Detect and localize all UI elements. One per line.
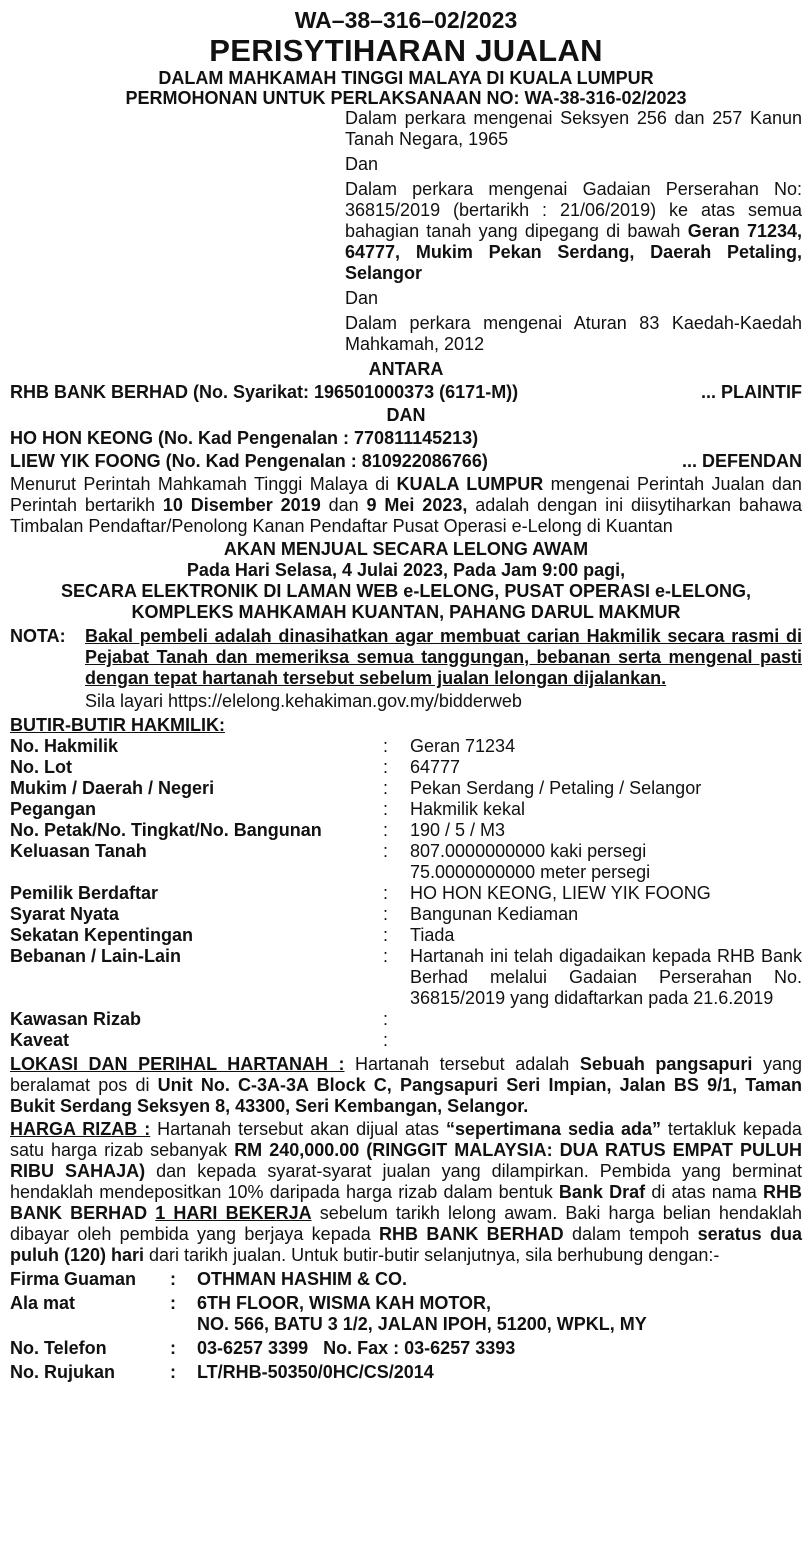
intro-text-2: mengenai Perintah Jualan dan Perintah bertarikh (10, 474, 802, 515)
detail-value-line: Geran 71234 (410, 736, 516, 756)
auction-line-3: SECARA ELEKTRONIK DI LAMAN WEB e-LELONG, PUSAT OPERASI e-LELONG, (60, 581, 752, 601)
defendant-row-2 (10, 451, 802, 472)
address-label: Ala mat (10, 1293, 76, 1313)
title-detail-row (10, 799, 802, 820)
reserve-price-amount: RM 240,000.00 (RINGGIT MALAYSIA: DUA RATUS EMPAT PULUH RIBU SAHAJA) (10, 1140, 802, 1181)
detail-value (410, 757, 802, 778)
balance-payee-bank: RHB BANK BERHAD (379, 1224, 564, 1244)
detail-label: Sekatan Kepentingan (10, 925, 194, 945)
firm-label: Firma Guaman (10, 1269, 137, 1289)
intro-text-1: Menurut Perintah Mahkamah Tinggi Malaya di (10, 474, 390, 494)
detail-colon: : (383, 904, 389, 924)
defendant-1-name: HO HON KEONG (No. Kad Pengenalan : 770811145213) (10, 428, 479, 448)
property-type: Sebuah pangsapuri (579, 1054, 753, 1074)
firm-colon: : (170, 1269, 176, 1289)
location-text-1: Hartanah tersebut adalah (355, 1054, 570, 1074)
address-line-1: 6TH FLOOR, WISMA KAH MOTOR, (197, 1293, 491, 1313)
detail-colon: : (383, 883, 389, 903)
as-is-clause: “sepertimana sedia ada” (446, 1119, 661, 1139)
fax-number: 03-6257 3393 (404, 1338, 516, 1358)
matter-and-1: Dan (345, 154, 379, 174)
bidder-url-line: Sila layari https://elelong.kehakiman.gov.my/bidderweb (85, 691, 522, 711)
reserve-text-5: sebelum tarikh lelong awam. Baki harga belian hendaklah dibayar oleh pembida yang berjaya kepada (10, 1203, 802, 1244)
court-line-1: DALAM MAHKAMAH TINGGI MALAYA DI KUALA LUMPUR (158, 68, 654, 88)
contact-row-phone (10, 1337, 647, 1361)
phone-fax-value (197, 1337, 647, 1361)
matter-1: Dalam perkara mengenai Seksyen 256 dan 257 Kanun Tanah Negara, 1965 (345, 108, 802, 149)
reserve-text-4: di atas nama (651, 1182, 757, 1202)
payee-bank: RHB BANK BERHAD (10, 1182, 802, 1223)
detail-value (410, 820, 802, 841)
note-text: Bakal pembeli adalah dinasihatkan agar membuat carian Hakmilik secara rasmi di Pejabat Tanah dan memeriksa semua tanggungan, bebanan serta mengenal pasti dengan tepat hartanah tersebut sebelum jualan lelongan dijalankan. (85, 626, 802, 688)
phone-number: 03-6257 3399 (197, 1338, 309, 1358)
detail-label: Kawasan Rizab (10, 1009, 142, 1029)
address-colon: : (170, 1293, 176, 1313)
detail-label: Pemilik Berdaftar (10, 883, 159, 903)
reserve-text-7: dari tarikh jualan. Untuk butir-butir selanjutnya, sila berhubung dengan:- (149, 1245, 720, 1265)
detail-value-line: 64777 (410, 757, 461, 777)
bank-draft-term: Bank Draf (558, 1182, 646, 1202)
balance-period: seratus dua puluh (120) hari (10, 1224, 802, 1265)
detail-value (410, 736, 802, 757)
intro-text-3: dan (328, 495, 359, 515)
matter-2-title: Geran 71234, 64777, Mukim Pekan Serdang, Daerah Petaling, Selangor (345, 221, 802, 283)
contact-row-reference (10, 1361, 647, 1385)
title-detail-row (10, 757, 802, 778)
reserve-text-6: dalam tempoh (571, 1224, 690, 1244)
detail-value-line: Hartanah ini telah digadaikan kepada RHB Bank Berhad melalui Gadaian Perserahan No. 36815/2019 yang didaftarkan pada 21.6.2019 (410, 946, 802, 1008)
plaintiff-role: ... PLAINTIF (701, 382, 802, 402)
detail-colon: : (383, 757, 389, 777)
plaintiff-name: RHB BANK BERHAD (No. Syarikat: 196501000373 (6171-M)) (10, 382, 519, 402)
detail-label: Keluasan Tanah (10, 841, 147, 861)
title-detail-row (10, 820, 802, 841)
auction-line-1: AKAN MENJUAL SECARA LELONG AWAM (223, 539, 589, 559)
title-detail-row (10, 904, 802, 925)
detail-value (410, 925, 802, 946)
detail-value (410, 778, 802, 799)
phone-colon: : (170, 1338, 176, 1358)
address-value (197, 1292, 647, 1337)
detail-value-line: HO HON KEONG, LIEW YIK FOONG (410, 883, 711, 903)
defendant-row-1 (10, 428, 802, 449)
title-detail-row (10, 946, 802, 1009)
reference-label: No. Rujukan (10, 1362, 116, 1382)
deposit-deadline: 1 HARI BEKERJA (155, 1203, 312, 1223)
detail-value-line: 190 / 5 / M3 (410, 820, 506, 840)
matter-block (345, 108, 802, 355)
detail-label: No. Petak/No. Tingkat/No. Bangunan (10, 820, 322, 840)
reserve-text-3: dan kepada syarat-syarat jualan yang dilampirkan. Pembida yang berminat hendaklah mendepositkan 10% daripada harga rizab dalam bentuk (10, 1161, 802, 1202)
title-detail-row (10, 925, 802, 946)
fax-label: No. Fax : (323, 1338, 400, 1358)
detail-value (410, 1009, 802, 1030)
intro-order-date-2: 9 Mei 2023, (366, 495, 468, 515)
reserve-price-heading: HARGA RIZAB : (10, 1119, 151, 1139)
intro-paragraph (10, 474, 802, 537)
detail-value-line: 807.0000000000 kaki persegi (410, 841, 647, 861)
matter-and-2: Dan (345, 288, 379, 308)
location-heading: LOKASI DAN PERIHAL HARTANAH : (10, 1054, 345, 1074)
defendant-2-name: LIEW YIK FOONG (No. Kad Pengenalan : 810922086766) (10, 451, 488, 471)
detail-value (410, 1030, 802, 1051)
detail-value (410, 799, 802, 820)
title-detail-row (10, 1009, 802, 1030)
detail-value (410, 883, 802, 904)
detail-label: Pegangan (10, 799, 97, 819)
contact-row-address (10, 1292, 647, 1337)
address-line-2: NO. 566, BATU 3 1/2, JALAN IPOH, 51200, WPKL, MY (197, 1314, 647, 1334)
reference-colon: : (170, 1362, 176, 1382)
detail-value-line: Pekan Serdang / Petaling / Selangor (410, 778, 702, 798)
plaintiff-row (10, 382, 802, 403)
reserve-text-2: tertakluk kepada satu harga rizab sebanyak (10, 1119, 802, 1160)
defendant-role: ... DEFENDAN (681, 451, 802, 471)
title-detail-row (10, 841, 802, 883)
detail-colon: : (383, 1009, 389, 1029)
intro-order-date-1: 10 Disember 2019 (162, 495, 321, 515)
detail-label: Syarat Nyata (10, 904, 120, 924)
intro-court-location: KUALA LUMPUR (396, 474, 544, 494)
title-detail-row (10, 1030, 802, 1051)
detail-colon: : (383, 778, 389, 798)
between-heading: ANTARA (368, 359, 444, 379)
detail-colon: : (383, 925, 389, 945)
auction-line-4: KOMPLEKS MAHKAMAH KUANTAN, PAHANG DARUL MAKMUR (131, 602, 681, 622)
phone-label: No. Telefon (10, 1338, 107, 1358)
detail-colon: : (383, 1030, 389, 1050)
matter-2 (345, 179, 802, 284)
contact-row-firm (10, 1268, 647, 1292)
intro-text-4: adalah dengan ini diisytiharkan bahawa Timbalan Pendaftar/Penolong Kanan Pendaftar Pusat Operasi e-Lelong di Kuantan (10, 495, 802, 536)
property-address: Unit No. C-3A-3A Block C, Pangsapuri Seri Impian, Jalan BS 9/1, Taman Bukit Serdang Seksyen 8, 43300, Seri Kembangan, Selangor. (10, 1075, 802, 1116)
detail-value (410, 946, 802, 1009)
reserve-price-paragraph (10, 1119, 802, 1266)
detail-value-line-2: 75.0000000000 meter persegi (410, 862, 651, 882)
page-title: PERISYTIHARAN JUALAN (209, 33, 603, 68)
detail-value-line: Bangunan Kediaman (410, 904, 579, 924)
title-details-table (10, 736, 802, 1051)
detail-value-line: Hakmilik kekal (410, 799, 526, 819)
note-block (10, 626, 802, 689)
detail-colon: : (383, 799, 389, 819)
note-label: NOTA: (10, 626, 66, 646)
and-heading: DAN (386, 405, 426, 425)
reserve-text-1: Hartanah tersebut akan dijual atas (157, 1119, 440, 1139)
firm-name: OTHMAN HASHIM & CO. (197, 1269, 407, 1289)
detail-colon: : (383, 736, 389, 756)
detail-value-line: Tiada (410, 925, 455, 945)
court-line-2: PERMOHONAN UNTUK PERLAKSANAAN NO: WA-38-316-02/2023 (125, 88, 687, 108)
title-details-heading: BUTIR-BUTIR HAKMILIK: (10, 715, 225, 735)
title-detail-row (10, 778, 802, 799)
reference-number: LT/RHB-50350/0HC/CS/2014 (197, 1362, 434, 1382)
detail-colon: : (383, 946, 389, 966)
detail-label: No. Hakmilik (10, 736, 119, 756)
detail-colon: : (383, 820, 389, 840)
detail-label: No. Lot (10, 757, 72, 777)
detail-value (410, 841, 802, 883)
location-paragraph (10, 1054, 802, 1117)
auction-line-2: Pada Hari Selasa, 4 Julai 2023, Pada Jam 9:00 pagi, (186, 560, 626, 580)
title-detail-row (10, 736, 802, 757)
matter-2-text: Dalam perkara mengenai Gadaian Perserahan No: 36815/2019 (bertarikh : 21/06/2019) ke atas semua bahagian tanah yang dipegang di bawah (345, 179, 802, 241)
contact-table (10, 1268, 647, 1385)
auction-heading (10, 539, 802, 623)
title-detail-row (10, 883, 802, 904)
detail-value (410, 904, 802, 925)
case-number: WA–38–316–02/2023 (294, 7, 518, 33)
detail-label: Mukim / Daerah / Negeri (10, 778, 215, 798)
detail-label: Kaveat (10, 1030, 70, 1050)
detail-label: Bebanan / Lain-Lain (10, 946, 182, 966)
detail-colon: : (383, 841, 389, 861)
matter-3: Dalam perkara mengenai Aturan 83 Kaedah-Kaedah Mahkamah, 2012 (345, 313, 802, 354)
location-text-2: yang beralamat pos di (10, 1054, 802, 1095)
